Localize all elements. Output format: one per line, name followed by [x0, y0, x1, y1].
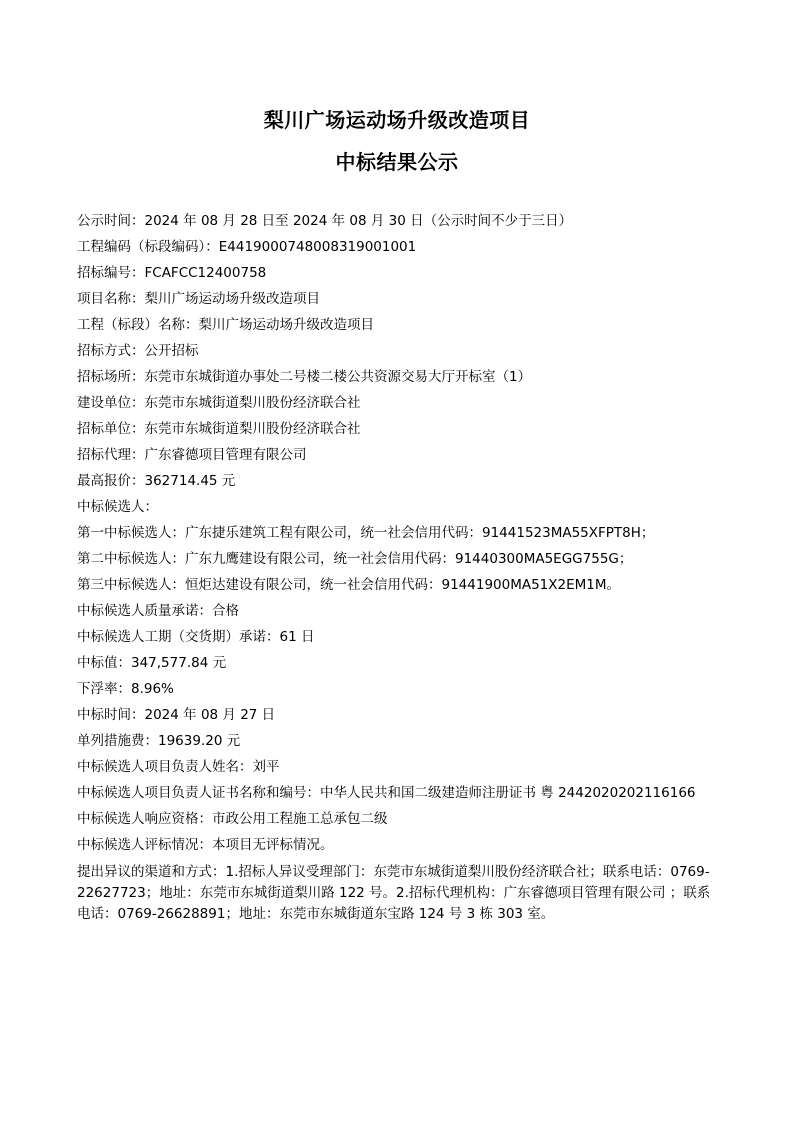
separate-measures-fee-line: 单列措施费：19639.20 元 [77, 733, 241, 749]
candidates-heading-line: 中标候选人： [77, 499, 158, 515]
second-candidate-line: 第二中标候选人：广东九鹰建设有限公司，统一社会信用代码：91440300MA5EGG755G； [77, 551, 633, 567]
project-manager-line: 中标候选人项目负责人姓名：刘平 [77, 759, 280, 775]
winning-bid-line: 中标值：347,577.84 元 [77, 655, 227, 671]
third-candidate-line: 第三中标候选人：恒炬达建设有限公司，统一社会信用代码：91441900MA51X2EM1M。 [77, 577, 621, 593]
publicity-time-line: 公示时间：2024 年 08 月 28 日至 2024 年 08 月 30 日（公示时间不少于三日） [77, 213, 573, 229]
document-body [77, 208, 717, 927]
discount-rate-line: 下浮率：8.96% [77, 681, 174, 697]
objection-paragraph: 提出异议的渠道和方式：1.招标人异议受理部门：东莞市东城街道梨川股份经济联合社；联系电话：0769-22627723；地址：东莞市东城街道梨川路 122 号。2.招标代理机构：广东睿德项目管理有限公司 ；联系电话：0769-26628891；地址：东莞市东城街道东宝路 124 号 3 栋 303 室。 [77, 864, 711, 922]
document-title: 梨川广场运动场升级改造项目 [263, 108, 531, 132]
project-name-line: 项目名称：梨川广场运动场升级改造项目 [77, 291, 320, 307]
document-subtitle: 中标结果公示 [335, 150, 459, 174]
tender-agent-line: 招标代理：广东睿德项目管理有限公司 [77, 447, 307, 463]
tendering-unit-line: 招标单位：东莞市东城街道梨川股份经济联合社 [77, 421, 361, 437]
project-code-line: 工程编码（标段编码）：E4419000748008319001001 [77, 239, 417, 255]
max-price-line: 最高报价：362714.45 元 [77, 473, 236, 489]
response-qualification-line: 中标候选人响应资格：市政公用工程施工总承包二级 [77, 811, 388, 827]
tender-method-line: 招标方式：公开招标 [77, 343, 199, 359]
tender-number-line: 招标编号：FCAFCC12400758 [77, 265, 267, 281]
construction-unit-line: 建设单位：东莞市东城街道梨川股份经济联合社 [77, 395, 361, 411]
tender-venue-line: 招标场所：东莞市东城街道办事处二号楼二楼公共资源交易大厅开标室（1） [77, 369, 532, 385]
duration-commitment-line: 中标候选人工期（交货期）承诺：61 日 [77, 629, 315, 645]
quality-commitment-line: 中标候选人质量承诺：合格 [77, 603, 239, 619]
first-candidate-line: 第一中标候选人：广东捷乐建筑工程有限公司，统一社会信用代码：91441523MA55XFPT8H； [77, 525, 655, 541]
evaluation-status-line: 中标候选人评标情况：本项目无评标情况。 [77, 837, 334, 853]
certificate-paragraph: 中标候选人项目负责人证书名称和编号：中华人民共和国二级建造师注册证书 粤 2442020202116166 [77, 785, 696, 801]
section-name-line: 工程（标段）名称：梨川广场运动场升级改造项目 [77, 317, 374, 333]
award-date-line: 中标时间：2024 年 08 月 27 日 [77, 707, 276, 723]
